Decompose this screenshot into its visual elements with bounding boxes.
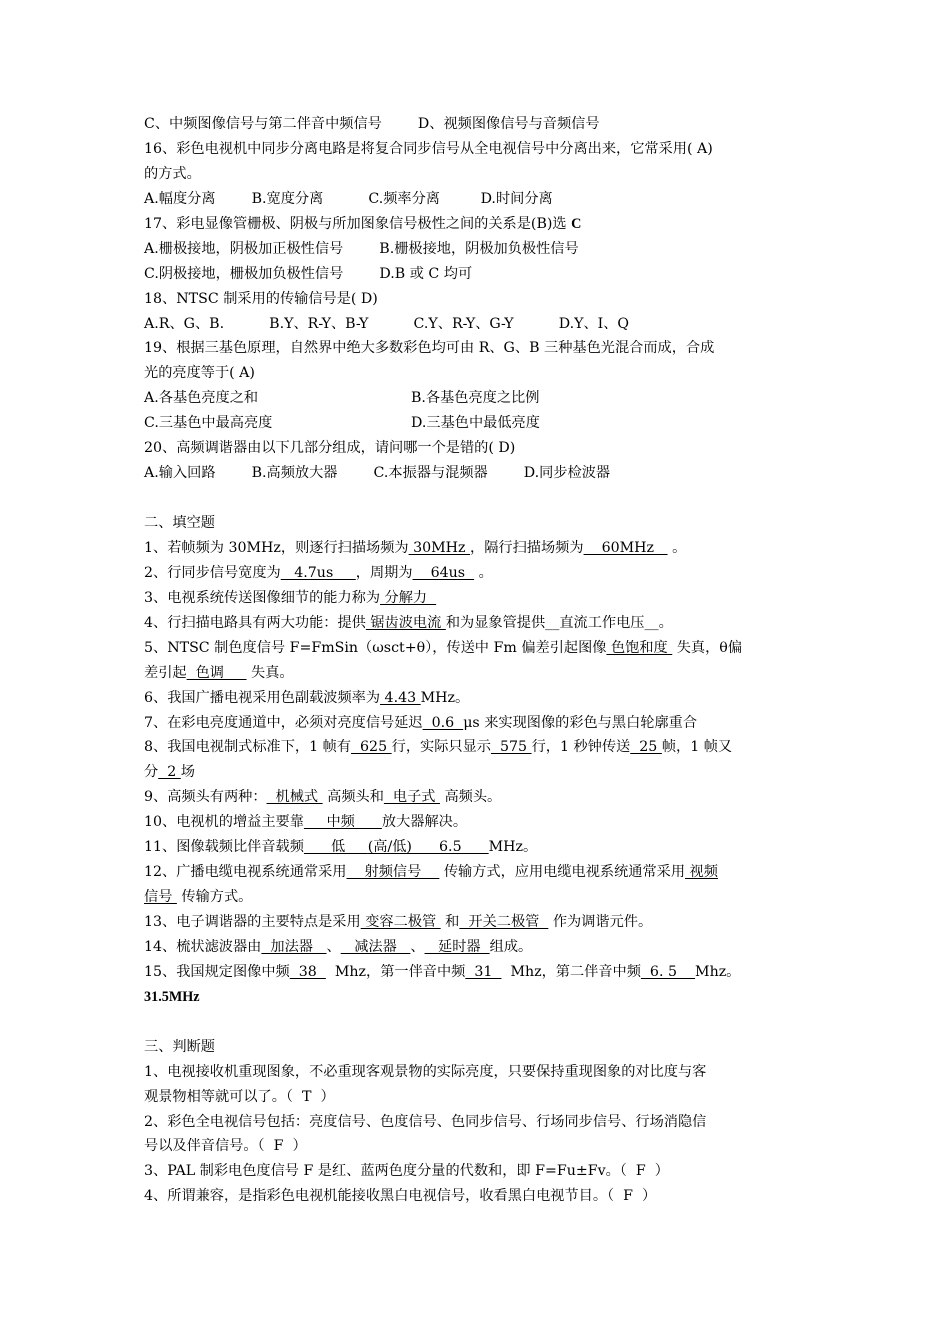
text-run: 1、若帧频为 30MHz，则逐行扫描场频为 [144, 539, 409, 556]
fill-item-8-cont [144, 760, 814, 785]
text-run: 行，实际只显示 [391, 739, 491, 756]
text-run: 。 [658, 614, 673, 631]
text-run: 和为显象管提供 [445, 614, 546, 631]
option-b: B.各基色亮度之比例 [411, 390, 540, 407]
text-run: 12、广播电缆电视系统通常采用 [144, 864, 347, 881]
text-run: 、 [326, 938, 341, 955]
text-run: 差引起 [144, 664, 187, 681]
text-run: MHz。 [488, 839, 538, 856]
answer-blank: 0.6 [422, 714, 464, 731]
text-run: 10、电视机的增益主要靠 [144, 814, 304, 831]
answer-blank: 575 [490, 739, 532, 756]
text-line: 19、根据三基色原理，自然界中绝大多数彩色均可由 R、G、B 三种基色光混合而成，合成 [144, 340, 715, 357]
text-run: 高频头。 [439, 789, 502, 806]
text-line: A.栅极接地，阴极加正极性信号 B.栅极接地，阴极加负极性信号 [144, 240, 579, 257]
text-run: μs 来实现图像的彩色与黑白轮廓重合 [463, 714, 698, 731]
spacer [144, 486, 814, 511]
answer-blank: 6.5 [411, 839, 489, 856]
fill-item-5 [144, 636, 814, 661]
text-run: 失真，θ偏 [672, 639, 743, 656]
bold-note: 31.5MHz [144, 988, 200, 1005]
text-run: Mhz，第一伴音中频 [325, 963, 466, 980]
text-run: 。 [474, 564, 493, 581]
text-run: ，隔行扫描场频为 [470, 539, 584, 556]
text-run: 2、行同步信号宽度为 [144, 564, 281, 581]
answer-blank: 30MHz [408, 539, 471, 556]
judge-line: 号以及伴音信号。（ F ） [144, 1138, 307, 1155]
text-run: 13、电子调谐器的主要特点是采用 [144, 914, 361, 930]
answer-blank: 4.7us [280, 564, 356, 581]
fill-item-12-cont [144, 885, 814, 910]
text-run: 15、我国规定图像中频 [144, 963, 290, 980]
option-c: C.三基色中最高亮度 [144, 415, 273, 432]
text-line: A.输入回路 B.高频放大器 C.本振器与混频器 D.同步检波器 [144, 465, 611, 482]
text-run: 14、梳状滤波器由 [144, 938, 262, 955]
text-run: 分 [144, 764, 159, 781]
answer-blank: 延时器 [424, 938, 490, 955]
text-run: 6、我国广播电视采用色副载波频率为 [144, 689, 381, 706]
option-row [144, 386, 814, 411]
fill-item-5-cont [144, 661, 814, 686]
judge-line: 4、所谓兼容，是指彩色电视机能接收黑白电视信号，收看黑白电视节目。（ F ） [144, 1188, 657, 1205]
text-line: A.R、G、B. B.Y、R-Y、B-Y C.Y、R-Y、G-Y D.Y、I、Q [144, 315, 630, 332]
text-run: 组成。 [489, 938, 533, 955]
text-run: 、 [410, 938, 425, 955]
answer-blank: 色调 [186, 664, 247, 681]
text-run: 。 [667, 539, 687, 556]
section-title-fill: 二、填空题 [144, 515, 215, 531]
answer-blank: 变容二极管 [360, 914, 441, 930]
text-line: C.阴极接地，栅极加负极性信号 D.B 或 C 均可 [144, 265, 473, 282]
answer-blank: 锯齿波电流 [365, 614, 446, 631]
text-run: 11、图像载频比伴音载频 [144, 839, 304, 856]
text-run: (高/低) [367, 839, 412, 856]
judge-line: 2、彩色全电视信号包括：亮度信号、色度信号、色同步信号、行场同步信号、行场消隐信 [144, 1113, 707, 1130]
text-run: 行，1 秒钟传送 [531, 739, 631, 756]
text-run: 3、电视系统传送图像细节的能力称为 [144, 589, 381, 606]
text-run: 高频头和 [322, 789, 384, 806]
fill-item-7 [144, 711, 814, 736]
option-a: A.各基色亮度之和 [144, 390, 259, 407]
text-run: 和 [440, 914, 460, 930]
option-row [144, 411, 814, 436]
answer-blank: 6. 5 [640, 963, 696, 980]
fill-item-14 [144, 935, 814, 960]
text-run: 帧，1 帧又 [661, 739, 733, 756]
text-run: 传输方式。 [176, 889, 253, 906]
answer-blank: 25 [630, 739, 662, 756]
answer-blank: 31 [465, 963, 502, 980]
text-run: Mhz。 [695, 963, 741, 980]
answer-blank: 加法器 [261, 938, 327, 955]
judge-line: 3、PAL 制彩电色度信号 F 是红、蓝两色度分量的代数和，即 F=Fu±Fv。（ F ） [144, 1163, 669, 1180]
spacer [144, 1010, 814, 1035]
fill-item-11 [144, 835, 814, 860]
answer-blank: 低 [303, 839, 368, 856]
fill-item-4 [144, 611, 814, 636]
fill-item-6 [144, 686, 814, 711]
text-run: 7、在彩电亮度通道中，必须对亮度信号延迟 [144, 714, 423, 731]
text-line: 光的亮度等于( A) [144, 365, 255, 382]
answer-blank: 625 [351, 739, 392, 756]
answer-blank: __直流工作电压__ [545, 614, 659, 631]
text-line: A.幅度分离 B.宽度分离 C.频率分离 D.时间分离 [144, 190, 553, 207]
text-run: ，周期为 [355, 564, 413, 581]
answer-blank: 2 [158, 764, 181, 781]
bold-answer: C [571, 215, 582, 232]
text-line: 18、NTSC 制采用的传输信号是( D) [144, 290, 378, 307]
text-run: 场 [180, 764, 195, 781]
answer-blank: 视频 [685, 864, 718, 881]
judge-line: 观景物相等就可以了。（ T ） [144, 1088, 335, 1105]
option-d: D.三基色中最低亮度 [411, 415, 540, 432]
fill-item-1 [144, 536, 814, 561]
fill-item-2 [144, 561, 814, 586]
answer-blank: 信号 [144, 889, 177, 906]
answer-blank: 电子式 [383, 789, 440, 806]
text-line: C、中频图像信号与第二伴音中频信号 D、视频图像信号与音频信号 [144, 116, 600, 132]
text-run: 4、行扫描电路具有两大功能：提供 [144, 614, 366, 631]
text-run: 8、我国电视制式标准下，1 帧有 [144, 739, 352, 756]
fill-item-3 [144, 586, 814, 611]
text-run: 放大器解决。 [381, 814, 468, 831]
answer-blank: 60MHz [583, 539, 668, 556]
text-run: 失真。 [246, 664, 294, 681]
question-17 [144, 212, 814, 237]
judge-line: 1、电视接收机重现图象，不必重现客观景物的实际亮度，只要保持重现图象的对比度与客 [144, 1063, 707, 1080]
answer-blank: 64us [412, 564, 475, 581]
answer-blank: 机械式 [266, 789, 323, 806]
text-run: Mhz，第二伴音中频 [501, 963, 641, 980]
answer-blank: 开关二极管 [459, 914, 549, 930]
answer-blank: 减法器 [340, 938, 411, 955]
answer-blank: 色饱和度 [606, 639, 673, 656]
text-run: 9、高频头有两种： [144, 789, 267, 806]
fill-item-10 [144, 810, 814, 835]
text-run: 5、NTSC 制色度信号 F=FmSin（ωsct+θ），传送中 Fm 偏差引起图像 [144, 639, 607, 656]
fill-item-9 [144, 785, 814, 810]
question-text: 17、彩电显像管栅极、阴极与所加图象信号极性之间的关系是(B)选 [144, 215, 572, 232]
fill-item-12 [144, 860, 814, 885]
document-page [144, 112, 814, 1209]
answer-blank: 4.43 [380, 689, 421, 706]
fill-item-8 [144, 735, 814, 760]
text-line: 20、高频调谐器由以下几部分组成，请问哪一个是错的( D) [144, 440, 516, 457]
section-title-judge: 三、判断题 [144, 1038, 215, 1055]
text-run: 作为调谐元件。 [548, 914, 653, 930]
text-line: 16、彩色电视机中同步分离电路是将复合同步信号从全电视信号中分离出来，它常采用( A) [144, 140, 713, 157]
text-run: MHz。 [420, 689, 470, 706]
text-line: 的方式。 [144, 165, 201, 182]
answer-blank: 38 [289, 963, 326, 980]
fill-item-15 [144, 960, 814, 985]
answer-blank: 中频 [303, 814, 382, 831]
answer-blank: 分解力 [380, 589, 437, 606]
fill-item-13 [144, 910, 814, 935]
text-run: 传输方式，应用电缆电视系统通常采用 [439, 864, 686, 881]
answer-blank: 射频信号 [346, 864, 440, 881]
